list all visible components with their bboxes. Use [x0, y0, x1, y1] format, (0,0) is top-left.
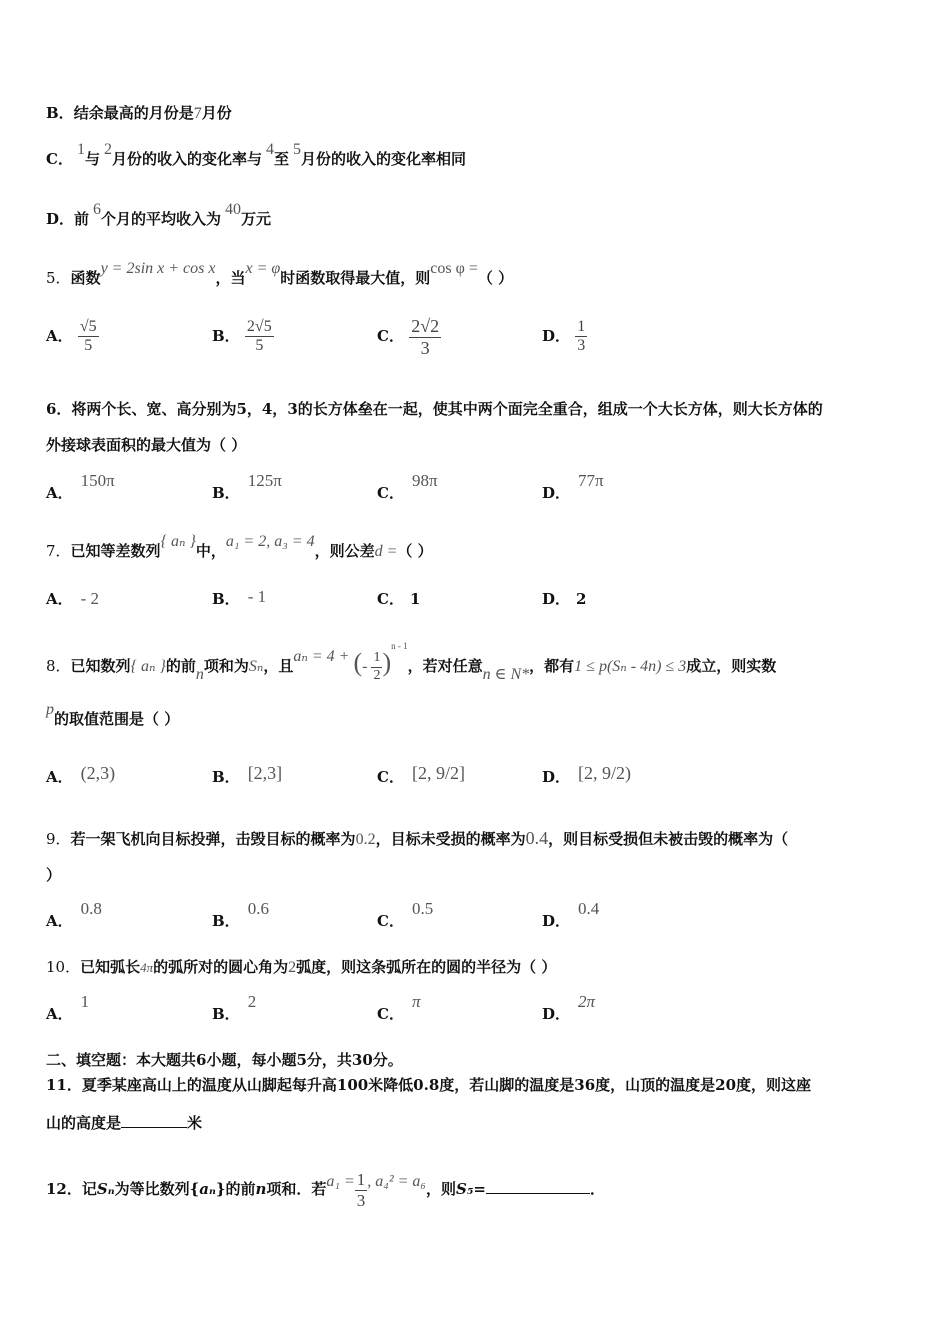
math-value: 7 [193, 105, 202, 122]
question-text: ，目标未受损的概率为 [375, 830, 526, 848]
option-label: D． [542, 768, 571, 786]
fraction [371, 650, 382, 683]
math-expression: cos φ = [430, 260, 478, 277]
option-label: C． [377, 484, 404, 502]
option-text: 月份 [201, 104, 232, 122]
option-label: D． [542, 484, 571, 502]
question-9-line-2: ） [46, 866, 62, 884]
q10-option-c[interactable] [377, 992, 421, 1024]
numerator: √5 [78, 318, 99, 337]
math-expression: p [46, 701, 54, 718]
math-value: 1 [76, 141, 85, 158]
q9-option-d[interactable] [542, 899, 600, 931]
question-text: ，则目标受损但未被击毁的概率为（ [548, 830, 789, 848]
math-expression: { aₙ } [160, 533, 196, 550]
exponent: n - 1 [391, 641, 408, 651]
answer-blank[interactable] [486, 1193, 590, 1194]
option-value: 98π [411, 471, 438, 490]
math-expression: n [195, 666, 204, 683]
option-label: C． [377, 590, 404, 608]
question-text: 已知弧长 [80, 958, 141, 976]
math-expression: { aₙ } [130, 658, 166, 675]
question-text: ． [589, 1180, 605, 1199]
option-text: 至 [273, 150, 289, 168]
option-value: π [411, 992, 421, 1011]
option-text: 前 [74, 210, 90, 228]
option-label: D． [46, 210, 75, 228]
option-value: 1 [409, 590, 421, 608]
question-6-line-2: 外接球表面积的最大值为（ ） [46, 436, 247, 454]
option-value: 150π [80, 471, 115, 490]
option-label: B． [212, 484, 240, 502]
math-expression: Sₙ [248, 658, 264, 675]
math-expression: aₙ = 4 + [293, 648, 354, 665]
option-value: (2,3) [80, 763, 116, 783]
option-text: 月份的收入的变化率与 [111, 150, 262, 168]
question-text: 项和为 [203, 657, 249, 675]
fraction [355, 1170, 368, 1210]
q8-option-d[interactable] [542, 763, 632, 787]
question-text: ，则 [425, 1180, 456, 1199]
math-expression: - [362, 658, 372, 675]
math-expression: , a₄² = a₆ [367, 1173, 426, 1191]
q10-option-b[interactable] [212, 992, 257, 1024]
question-number: 5． [46, 269, 71, 287]
option-label: B． [46, 104, 74, 122]
question-text: ，当 [215, 269, 246, 287]
option-value: [2, 9/2] [411, 763, 465, 783]
question-text: 中， [195, 542, 226, 560]
math-expression: y = 2sin x + cos x [100, 260, 216, 277]
question-text: 12．记 [46, 1180, 97, 1199]
option-label: D． [542, 590, 571, 608]
math-expression: d = [374, 543, 398, 560]
math-value: 4π [140, 960, 154, 975]
q5-option-d[interactable] [542, 318, 587, 356]
question-number: 7． [46, 542, 71, 560]
math-value: 6 [93, 201, 102, 218]
option-label: B． [212, 1005, 240, 1023]
option-label: A． [46, 912, 73, 930]
q10-option-a[interactable] [46, 992, 90, 1024]
question-text: 山的高度是 [46, 1114, 122, 1132]
math-expression: n [255, 1180, 267, 1199]
option-label: D． [542, 326, 571, 345]
math-expression: x = φ [245, 260, 281, 277]
q6-option-d[interactable] [542, 471, 604, 503]
question-text: 的前 [165, 657, 196, 675]
option-label: A． [46, 768, 73, 786]
question-11-line-2 [46, 1112, 202, 1133]
math-value: 5 [293, 141, 301, 158]
option-value: 2 [576, 590, 587, 608]
denominator: 3 [356, 1190, 366, 1210]
denominator: 2 [373, 667, 381, 683]
option-label: C． [46, 150, 73, 168]
fraction [78, 318, 99, 356]
q4-option-b [46, 102, 232, 123]
question-5 [46, 260, 514, 288]
option-label: B． [212, 326, 240, 345]
math-value: 0.4 [525, 828, 549, 848]
option-label: D． [542, 1005, 571, 1023]
q5-option-c[interactable] [377, 316, 441, 358]
math-value: 0.2 [355, 831, 376, 848]
q6-option-c[interactable] [377, 471, 438, 503]
math-value: 2 [288, 959, 297, 976]
q4-option-d [46, 201, 272, 229]
option-value: 125π [247, 471, 282, 490]
question-text: 米 [187, 1114, 203, 1132]
question-11-line-1: 11．夏季某座高山上的温度从山脚起每升高100米降低0.8度，若山脚的温度是36度，山顶的温度是20度，则这座 [46, 1076, 812, 1094]
fraction [245, 318, 274, 356]
fraction [575, 318, 587, 356]
option-value: 2 [247, 992, 257, 1011]
q7-option-c[interactable] [377, 588, 420, 609]
question-9-line-1 [46, 828, 788, 849]
denominator: 5 [255, 337, 264, 355]
option-text: 万元 [241, 210, 272, 228]
q6-option-a[interactable] [46, 471, 115, 503]
option-label: C． [377, 327, 404, 346]
q8-option-b[interactable] [212, 763, 283, 787]
question-text: ，则公差 [314, 542, 375, 560]
math-expression: aₙ [199, 1180, 216, 1199]
math-expression: 1 ≤ p(Sₙ - 4n) ≤ 3 [574, 658, 687, 675]
question-text: 成立，则实数 [686, 657, 777, 675]
numerator: 1 [356, 1170, 366, 1189]
numerator: 2√2 [411, 316, 440, 336]
option-value: 2π [578, 992, 596, 1011]
option-label: A． [46, 1005, 73, 1023]
math-value: 40 [225, 201, 242, 218]
option-value: 0.4 [578, 899, 600, 918]
q9-option-b[interactable] [212, 899, 269, 931]
math-expression: n ∈ N* [482, 666, 530, 683]
denominator: 3 [420, 337, 430, 358]
option-value: [2, 9/2) [578, 763, 632, 783]
question-8-line-1 [46, 641, 777, 684]
answer-parens: （ ） [477, 269, 514, 287]
fraction [409, 316, 441, 358]
question-text: 弧度，则这条弧所在的圆的半径为（ ） [296, 958, 557, 976]
option-text: 个月的平均收入为 [101, 210, 222, 228]
question-8-line-2 [46, 701, 180, 729]
numerator: 2√5 [245, 318, 274, 337]
math-expression: Sₙ [96, 1180, 115, 1199]
question-number: 9． [46, 830, 71, 848]
option-label: C． [377, 768, 404, 786]
question-text: 项和．若 [266, 1180, 327, 1199]
option-label: A． [46, 590, 73, 608]
question-text: 函数 [70, 269, 101, 287]
option-label: A． [46, 484, 73, 502]
math-expression: S₅= [456, 1180, 486, 1199]
option-value: [2,3] [247, 763, 283, 783]
section-heading: 二、填空题：本大题共6小题，每小题5分，共30分。 [46, 1051, 403, 1069]
q7-option-a[interactable] [46, 588, 99, 609]
option-label: A． [46, 326, 73, 345]
denominator: 5 [84, 337, 93, 355]
option-value: 0.5 [411, 899, 434, 918]
option-value: 1 [80, 992, 90, 1011]
question-text: 的取值范围是（ ） [54, 710, 180, 728]
math-expression: a₁ = [326, 1173, 355, 1191]
numerator: 1 [575, 318, 587, 337]
question-7 [46, 533, 433, 561]
q6-option-b[interactable] [212, 471, 282, 503]
option-value: 77π [578, 471, 604, 490]
option-label: C． [377, 912, 404, 930]
option-value: 0.6 [247, 899, 269, 918]
question-text: ，若对任意 [407, 657, 483, 675]
math-value: 4 [265, 141, 274, 158]
option-text: 结余最高的月份是 [73, 104, 194, 122]
numerator: 1 [371, 650, 382, 667]
option-label: B． [212, 912, 240, 930]
question-text: 已知等差数列 [70, 542, 161, 560]
paren-right: ) [382, 648, 392, 677]
question-text: 为等比数列{ [114, 1180, 200, 1199]
question-10 [46, 956, 556, 977]
q5-option-b[interactable] [212, 318, 274, 356]
option-label: B． [212, 768, 240, 786]
q5-option-a[interactable] [46, 318, 99, 356]
question-number: 10． [46, 958, 81, 976]
question-text: ，都有 [529, 657, 575, 675]
question-text: 的弧所对的圆心角为 [153, 958, 289, 976]
question-text: ，且 [263, 657, 294, 675]
q4-option-c [46, 141, 467, 169]
question-number: 8． [46, 657, 71, 675]
paren-left: ( [353, 648, 363, 677]
q7-option-b[interactable] [212, 588, 266, 609]
math-expression: a₁ = 2, a₃ = 4 [225, 533, 315, 550]
question-text: 若一架飞机向目标投弹，击毁目标的概率为 [70, 830, 356, 848]
question-text: 已知数列 [70, 657, 131, 675]
option-value: - 1 [247, 587, 267, 606]
q7-option-d[interactable] [542, 588, 586, 609]
option-label: C． [377, 1005, 404, 1023]
option-label: B． [212, 590, 240, 608]
option-text: 与 [84, 150, 100, 168]
q9-option-a[interactable] [46, 899, 102, 931]
math-value: 2 [103, 141, 112, 158]
answer-parens: （ ） [397, 542, 433, 560]
q10-option-d[interactable] [542, 992, 596, 1024]
q8-option-c[interactable] [377, 763, 465, 787]
q9-option-c[interactable] [377, 899, 434, 931]
q8-option-a[interactable] [46, 763, 116, 787]
option-value: 0.8 [80, 899, 102, 918]
question-text: 时函数取得最大值，则 [280, 269, 431, 287]
option-text: 月份的收入的变化率相同 [301, 150, 467, 168]
denominator: 3 [577, 337, 586, 355]
option-label: D． [542, 912, 571, 930]
answer-blank[interactable] [121, 1127, 187, 1128]
question-6-line-1: 6．将两个长、宽、高分别为5，4，3的长方体垒在一起，使其中两个面完全重合，组成一个大长方体，则大长方体的 [46, 400, 823, 418]
option-value: - 2 [80, 589, 100, 608]
question-text: }的前 [215, 1180, 256, 1199]
question-12 [46, 1170, 605, 1210]
